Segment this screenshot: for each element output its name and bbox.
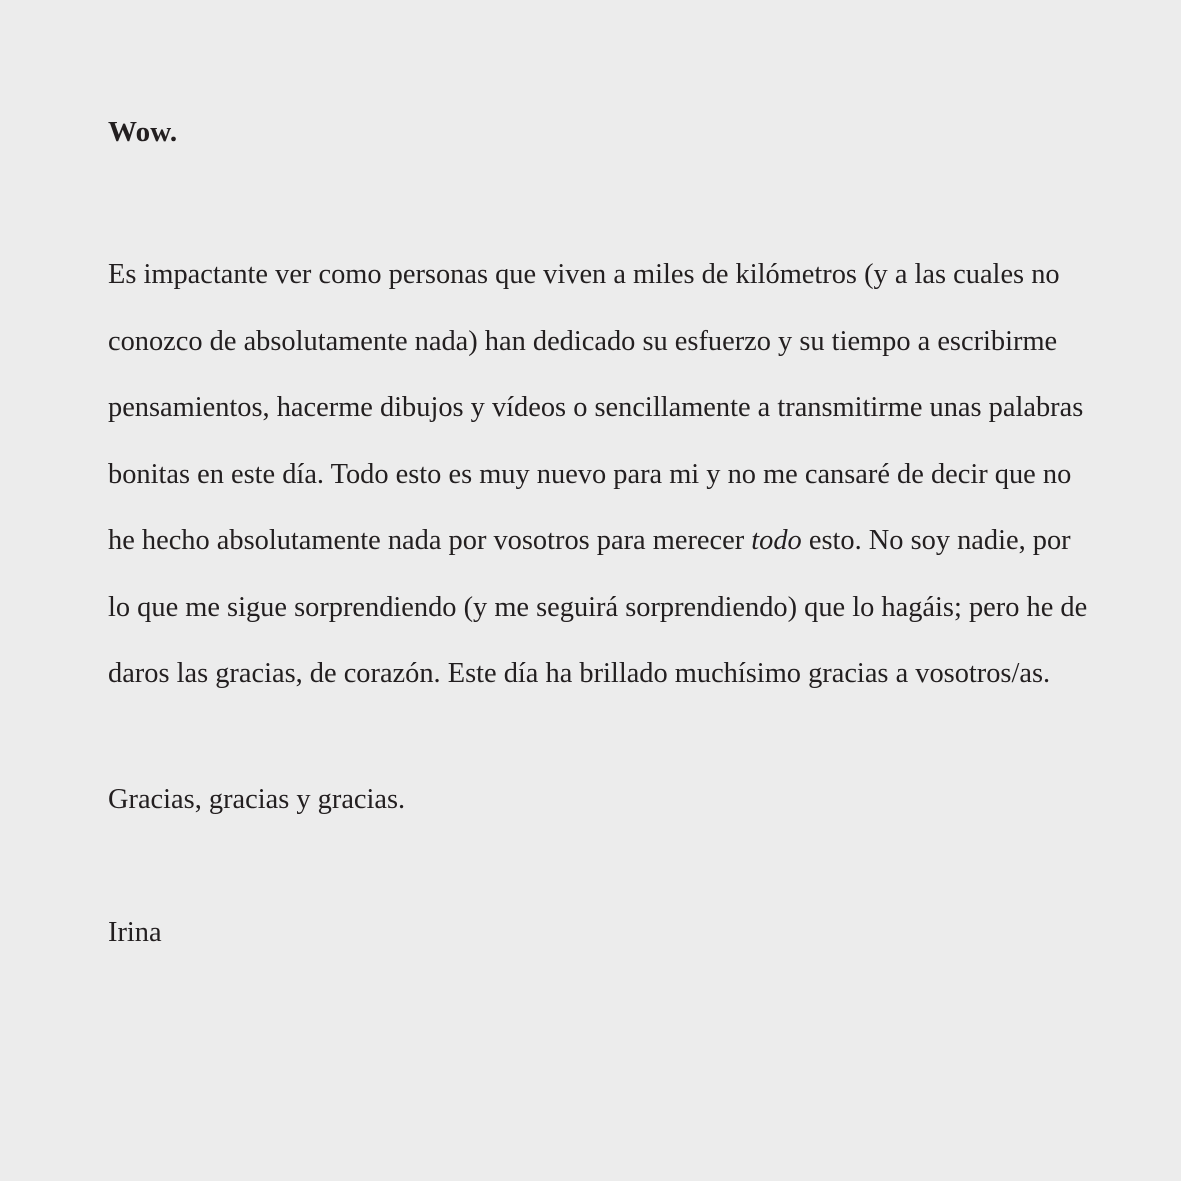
body-line: conozco de absolutamente nada) han dedicado su esfuerzo y su tiempo a escribirme: [108, 325, 1058, 357]
body-line: daros las gracias, de corazón. Este día ha brillado muchísimo gracias a vosotros/as.: [108, 658, 1051, 689]
body-line: Es impactante ver como personas que viven a miles de kilómetros (y a las cuales no: [108, 259, 1060, 290]
body-text-segment: esto. No soy nadie, por: [801, 525, 1071, 556]
body-line: [108, 508, 1121, 575]
body-text-segment: he hecho absolutamente nada por vosotros para merecer: [108, 525, 752, 556]
letter-body: [108, 242, 1121, 708]
signature: Irina: [108, 917, 162, 948]
body-line: pensamientos, hacerme dibujos y vídeos o sencillamente a transmitirme unas palabras: [108, 392, 1084, 423]
letter-title: Wow.: [108, 116, 178, 148]
body-line: bonitas en este día. Todo esto es muy nuevo para mi y no me cansaré de decir que no: [108, 458, 1072, 490]
body-line: lo que me sigue sorprendiendo (y me seguirá sorprendiendo) que lo hagáis; pero he de: [108, 591, 1088, 623]
closing-line: Gracias, gracias y gracias.: [108, 784, 406, 815]
emphasized-word: todo: [751, 525, 802, 556]
